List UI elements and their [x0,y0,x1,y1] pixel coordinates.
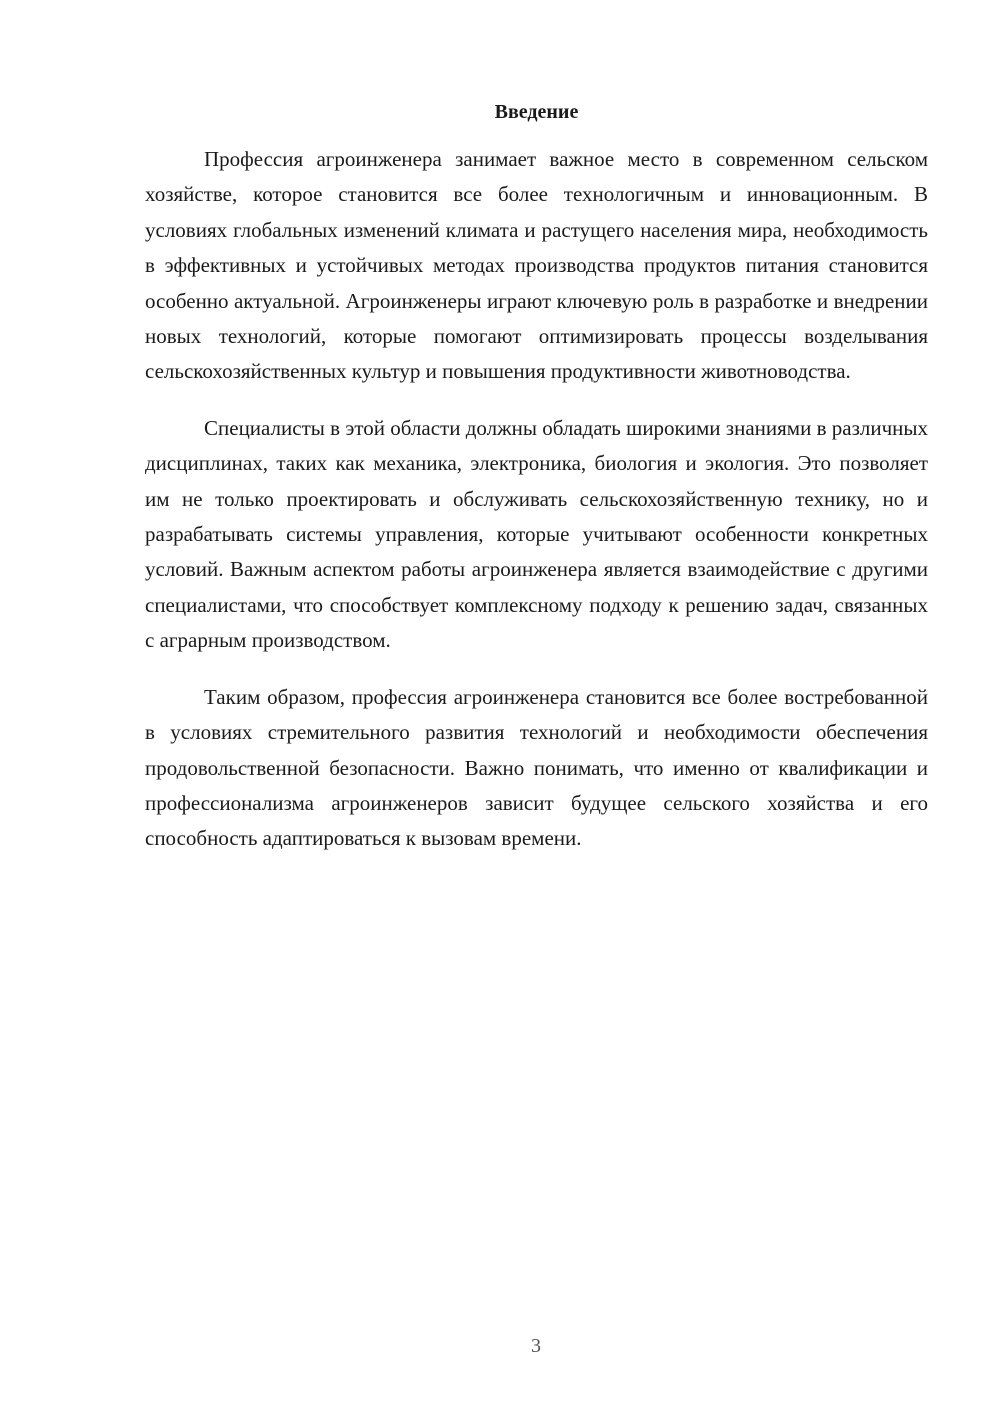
page-number: 3 [531,1335,541,1357]
paragraph-3: Таким образом, профессия агроинженера становится все более востребованной в условиях стремительного развития технологий и необходимости обеспечения продовольственной безопасности. Важно понимать, что именно от квалификации и профессионализма агроинженеров зависит будущее сельского хозяйства и его способность адаптироваться к вызовам времени. [145,684,928,851]
paragraph-1: Профессия агроинженера занимает важное место в современном сельском хозяйстве, которое становится все более технологичным и инновационным. В условиях глобальных изменений климата и растущего населения мира, необходимость в эффективных и устойчивых методах производства продуктов питания становится особенно актуальной. Агроинженеры играют ключевую роль в разработке и внедрении новых технологий, которые помогают оптимизировать процессы возделывания сельскохозяйственных культур и повышения продуктивности животноводства. [145,147,928,384]
paragraph-2: Специалисты в этой области должны обладать широкими знаниями в различных дисциплинах, таких как механика, электроника, биология и экология. Это позволяет им не только проектировать и обслуживать сельскохозяйственную технику, но и разрабатывать системы управления, которые учитывают особенности конкретных условий. Важным аспектом работы агроинженера является взаимодействие с другими специалистами, что способствует комплексному подходу к решению задач, связанных с аграрным производством. [145,415,928,653]
section-title: Введение [494,101,579,123]
page-content [145,96,928,857]
